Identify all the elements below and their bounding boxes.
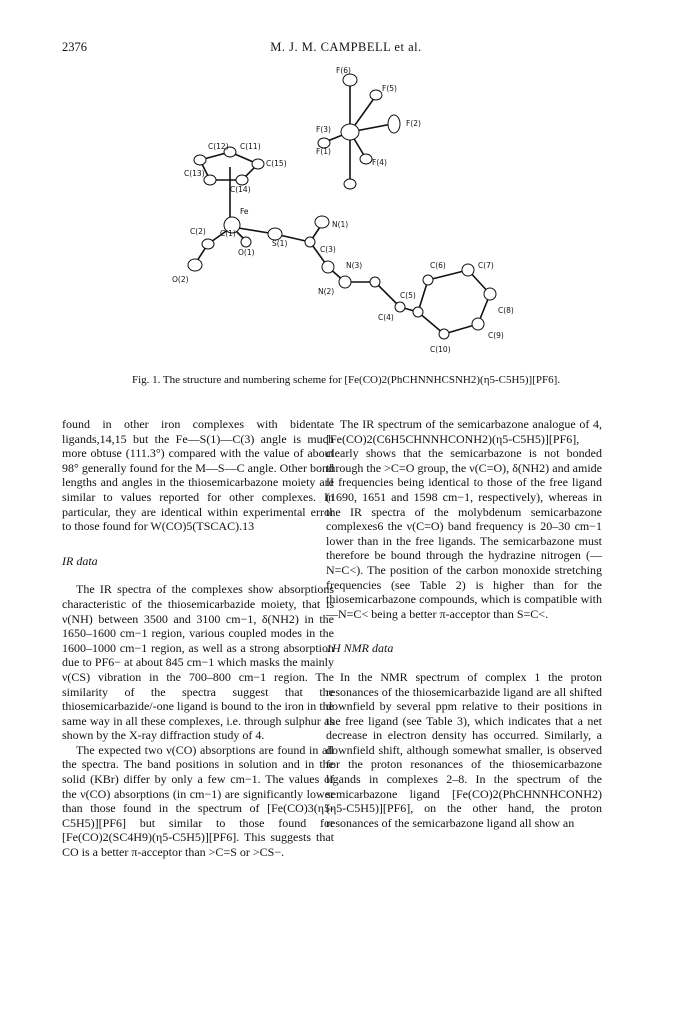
atom-label: C(15) — [266, 159, 287, 168]
atom-label: F(3) — [316, 125, 331, 134]
atom-label: C(13) — [184, 169, 205, 178]
atom-label: C(3) — [320, 245, 336, 254]
atom-label: C(2) — [190, 227, 206, 236]
atom-label: C(7) — [478, 261, 494, 270]
atom-label: O(1) — [238, 248, 255, 257]
atom-label: C(12) — [208, 142, 229, 151]
atom-label: N(2) — [318, 287, 335, 296]
running-header — [62, 40, 630, 58]
atom-label: C(14) — [230, 185, 251, 194]
paragraph: found in other iron complexes with bidentate ligands,14,15 but the Fe—S(1)—C(3) angle is much more obtuse (111.3°) compared with the value of about 98° generally found for the M—S—C angle. Other bond lengths and angles in the thiosemicarbazone moiety are similar to values reported for other complexes. In particular, they are identical within experimental error to those found for W(CO)5(TSCAC).13 — [62, 417, 334, 534]
atom-label: F(2) — [406, 119, 421, 128]
atoms — [188, 74, 496, 339]
figure-caption: Fig. 1. The structure and numbering scheme for [Fe(CO)2(PhCHNNHCSNH2)(η5-C5H5)][PF6]. — [131, 374, 561, 386]
atom-label: C(9) — [488, 331, 504, 340]
left-column — [62, 417, 334, 860]
atom-label: C(4) — [378, 313, 394, 322]
atom-label: F(5) — [382, 84, 397, 93]
atom-label: C(8) — [498, 306, 514, 315]
section-heading-nmr: 1H NMR data — [326, 641, 394, 656]
atom-label: N(1) — [332, 220, 349, 229]
atom-label: C(5) — [400, 291, 416, 300]
atom-label: S(1) — [272, 239, 288, 248]
atom-label: C(10) — [430, 345, 451, 354]
paragraph: The IR spectrum of the semicarbazone analogue of 4, [Fe(CO)2(C6H5CHNNHCONH2)(η5-C5H5)][PF6], clearly shows that the semicarbazone is not bonded through the >C=O group, the ν(C=O), δ(NH2) and amide II frequencies being identical to those of the free ligand (1690, 1651 and 1598 cm−1, respectively), whereas in the IR spectra of the molybdenum semicarbazone complexes6 the ν(C=O) band frequency is 20–30 cm−1 lower than in the free ligands. The semicarbazone must therefore be bound through the hydrazine nitrogen (—N=C<). The position of the carbon monoxide stretching frequencies (see Table 2) is higher than for the thiosemicarbazone compounds, which is compatible with —N=C< being a better π-acceptor than S=C<. — [326, 417, 602, 621]
paragraph: In the NMR spectrum of complex 1 the proton resonances of the thiosemicarbazide ligand are all shifted downfield by several ppm relative to their positions in the free ligand (see Table 3), which indicates that a net decrease in electron density has occurred. Similarly, a downfield shift, although somewhat smaller, is observed for the proton resonances of the thiosemicarbazone ligands in complexes 2–8. In the spectrum of the semicarbazone ligand [Fe(CO)2(PhCHNNHCONH2)(η5-C5H5)][PF6], on the other hand, the proton resonances of the semicarbazone ligand all show an — [326, 669, 602, 830]
page-number: 2376 — [62, 40, 87, 54]
atom-label: F(6) — [336, 66, 351, 75]
atom-label: N(3) — [346, 261, 363, 270]
paragraph: The IR spectra of the complexes show absorptions characteristic of the thiosemicarbazide moiety, that is ν(NH) between 3500 and 3100 cm−1, δ(NH2) in the 1650–1600 cm−1 region, various coupled modes in the 1600–1000 cm−1 region, as well as a strong absorption due to PF6− at about 845 cm−1 which masks the mainly ν(CS) vibration in the 700–800 cm−1 region. The similarity of the spectra suggest that the thiosemicarbazide/-one ligand is bound to the iron in the same way in all these complexes, i.e. through sulphur as shown by the X-ray diffraction study of 4. — [62, 582, 334, 743]
atom-label: C(11) — [240, 142, 261, 151]
section-heading-ir: IR data — [62, 553, 98, 568]
atom-labels — [172, 66, 514, 354]
paragraph: The expected two ν(CO) absorptions are found in all the spectra. The band positions in solution and in the solid (KBr) differ by only a few cm−1. The values of the ν(CO) absorptions (in cm−1) are significantly lower than those found in the spectrum of [Fe(CO)3(η5-C5H5)][PF6] but similar to those found for [Fe(CO)2(SC4H9)(η5-C5H5)][PF6]. This suggests that CO is a better π-acceptor than >C=S or >CS−. — [62, 742, 334, 860]
running-title: M. J. M. CAMPBELL et al. — [270, 40, 422, 54]
atom-label: C(6) — [430, 261, 446, 270]
atom-label: O(2) — [172, 275, 189, 284]
atom-label: F(1) — [316, 147, 331, 156]
right-column — [326, 417, 602, 830]
atom-label: F(4) — [372, 158, 387, 167]
molecular-structure-figure — [160, 62, 540, 372]
atom-label: C(1) — [220, 229, 236, 238]
atom-label: Fe — [240, 207, 249, 216]
ortep-diagram — [160, 62, 540, 372]
